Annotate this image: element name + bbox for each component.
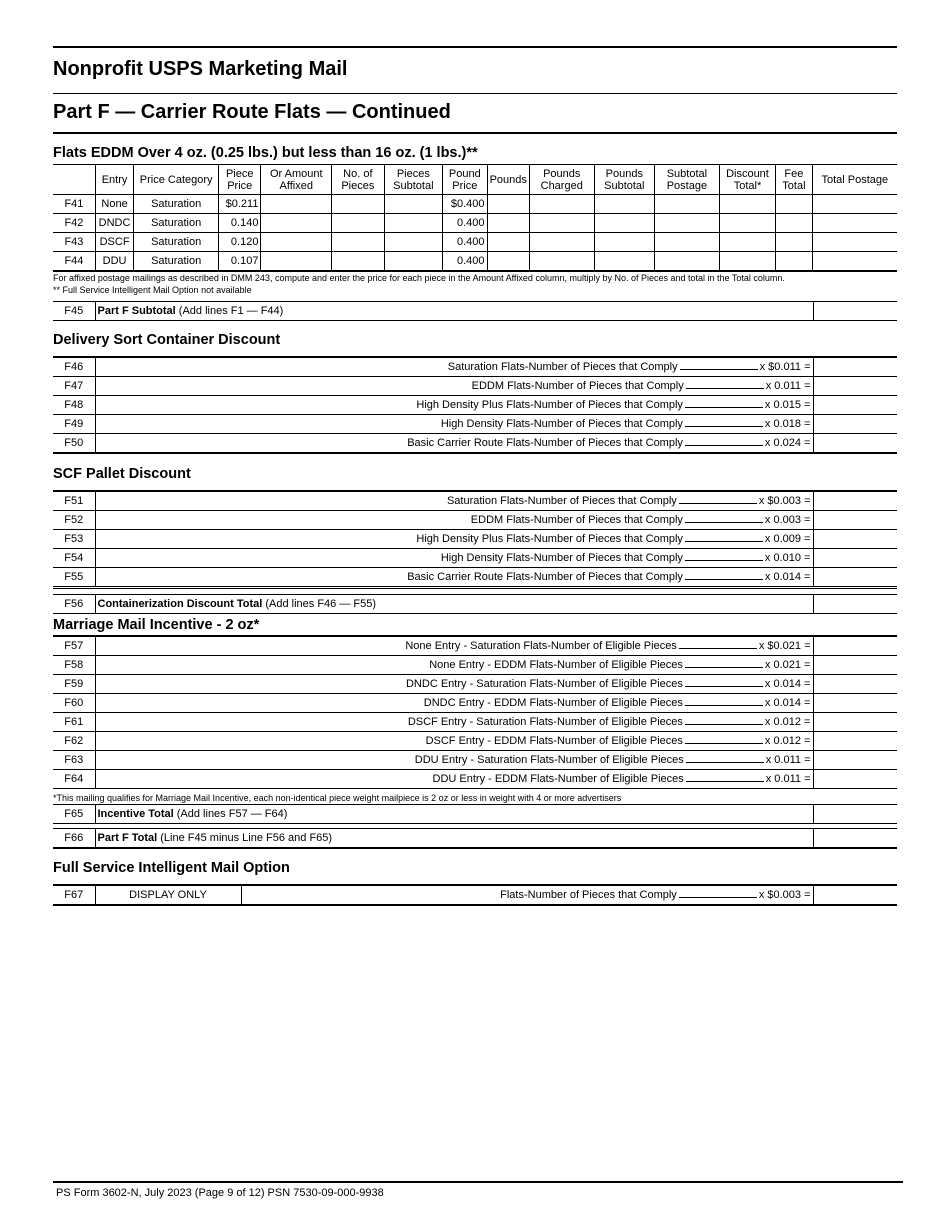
table-row bbox=[53, 732, 897, 751]
label-text: DSCF Entry - EDDM Flats-Number of Eligible Pieces bbox=[425, 735, 683, 747]
piece-price: $0.211 bbox=[219, 195, 261, 214]
line-number: F47 bbox=[53, 377, 95, 396]
col-no-of-pieces: No. of Pieces bbox=[332, 165, 384, 195]
pound-price: 0.400 bbox=[443, 233, 487, 252]
line-number: F45 bbox=[53, 302, 95, 321]
table-row bbox=[53, 511, 897, 530]
line-number: F41 bbox=[53, 195, 95, 214]
line-number: F57 bbox=[53, 636, 95, 656]
discount-total-input[interactable] bbox=[719, 214, 776, 233]
pounds-input[interactable] bbox=[487, 195, 529, 214]
fsimo-section-title: Full Service Intelligent Mail Option bbox=[53, 860, 290, 876]
table-row bbox=[53, 713, 897, 732]
pieces-blank[interactable] bbox=[685, 697, 763, 706]
amount-affixed-input[interactable] bbox=[261, 214, 332, 233]
line-number: F55 bbox=[53, 568, 95, 588]
line-number: F67 bbox=[53, 885, 95, 905]
amount-input[interactable] bbox=[813, 636, 897, 656]
mmi-section-title: Marriage Mail Incentive - 2 oz* bbox=[53, 617, 260, 633]
amount-input[interactable] bbox=[813, 885, 897, 905]
subtotal-label-bold: Part F Subtotal bbox=[97, 305, 176, 317]
discount-label bbox=[95, 357, 813, 377]
label-text: None Entry - EDDM Flats-Number of Eligible Pieces bbox=[429, 659, 683, 671]
line-number: F59 bbox=[53, 675, 95, 694]
pieces-blank[interactable] bbox=[679, 640, 757, 649]
pieces-blank[interactable] bbox=[680, 361, 758, 370]
pounds-subtotal-input[interactable] bbox=[594, 214, 655, 233]
label-text: DNDC Entry - Saturation Flats-Number of Eligible Pieces bbox=[405, 678, 683, 690]
line-number: F49 bbox=[53, 415, 95, 434]
subtotal-row bbox=[53, 805, 897, 824]
label-text: High Density Plus Flats-Number of Pieces that Comply bbox=[416, 399, 683, 411]
col-fee-total: Fee Total bbox=[776, 165, 812, 195]
entry: DSCF bbox=[95, 233, 133, 252]
amount-input[interactable] bbox=[813, 713, 897, 732]
amount-input[interactable] bbox=[813, 675, 897, 694]
discount-label bbox=[95, 511, 813, 530]
subtotal-postage-input[interactable] bbox=[655, 252, 720, 272]
total-postage-input[interactable] bbox=[812, 195, 897, 214]
rate: x $0.011 = bbox=[759, 361, 811, 373]
pieces-blank[interactable] bbox=[685, 399, 763, 408]
col-pieces-subtotal: Pieces Subtotal bbox=[384, 165, 443, 195]
line-number: F53 bbox=[53, 530, 95, 549]
no-of-pieces-input[interactable] bbox=[332, 233, 384, 252]
top-rule bbox=[53, 46, 897, 48]
incentive-label bbox=[95, 675, 813, 694]
line-number: F64 bbox=[53, 770, 95, 789]
amount-affixed-input[interactable] bbox=[261, 195, 332, 214]
rate: x $0.003 = bbox=[758, 889, 811, 901]
rate: x 0.003 = bbox=[764, 514, 811, 526]
discount-label bbox=[95, 377, 813, 396]
subtotal-label-rest: (Add lines F46 — F55) bbox=[262, 598, 377, 610]
table-row bbox=[53, 357, 897, 377]
rate: x 0.014 = bbox=[764, 678, 811, 690]
dsc-table bbox=[53, 356, 897, 454]
amount-input[interactable] bbox=[813, 549, 897, 568]
rate: x 0.011 = bbox=[765, 754, 811, 766]
table-row bbox=[53, 396, 897, 415]
total-label bbox=[95, 829, 813, 849]
incentive-label bbox=[95, 636, 813, 656]
part-rule bbox=[53, 132, 897, 134]
total-row bbox=[53, 829, 897, 849]
subtotal-row bbox=[53, 595, 897, 614]
discount-total-input[interactable] bbox=[719, 252, 776, 272]
label-text: High Density Flats-Number of Pieces that Comply bbox=[440, 552, 683, 564]
rate: x 0.012 = bbox=[764, 735, 811, 747]
table-row bbox=[53, 377, 897, 396]
pounds-subtotal-input[interactable] bbox=[594, 195, 655, 214]
pound-price: $0.400 bbox=[443, 195, 487, 214]
label-text: EDDM Flats-Number of Pieces that Comply bbox=[470, 514, 683, 526]
amount-input[interactable] bbox=[813, 530, 897, 549]
line-number: F50 bbox=[53, 434, 95, 454]
subtotal-label-rest: (Add lines F1 — F44) bbox=[175, 305, 284, 317]
fee-total-input[interactable] bbox=[776, 214, 812, 233]
fsimo-label bbox=[241, 885, 813, 905]
rate: x $0.021 = bbox=[758, 640, 811, 652]
amount-input[interactable] bbox=[813, 511, 897, 530]
line-number: F51 bbox=[53, 491, 95, 511]
discount-label bbox=[95, 434, 813, 454]
label-text: DSCF Entry - Saturation Flats-Number of Eligible Pieces bbox=[407, 716, 683, 728]
piece-price: 0.120 bbox=[219, 233, 261, 252]
discount-label bbox=[95, 415, 813, 434]
piece-price: 0.140 bbox=[219, 214, 261, 233]
pieces-blank[interactable] bbox=[686, 773, 764, 782]
rate: x 0.015 = bbox=[764, 399, 811, 411]
subtotal-label-bold: Containerization Discount Total bbox=[97, 598, 263, 610]
line-number: F66 bbox=[53, 829, 95, 849]
pounds-input[interactable] bbox=[487, 214, 529, 233]
table-row bbox=[53, 491, 897, 511]
line-number: F56 bbox=[53, 595, 95, 614]
table-row bbox=[53, 636, 897, 656]
label-text: None Entry - Saturation Flats-Number of Eligible Pieces bbox=[405, 640, 677, 652]
table-row bbox=[53, 415, 897, 434]
line-number: F43 bbox=[53, 233, 95, 252]
col-discount-total: Discount Total* bbox=[719, 165, 776, 195]
discount-label bbox=[95, 549, 813, 568]
pieces-blank[interactable] bbox=[685, 678, 763, 687]
col-line bbox=[53, 165, 95, 195]
pieces-blank[interactable] bbox=[685, 552, 763, 561]
line-number: F65 bbox=[53, 805, 95, 824]
table-row bbox=[53, 885, 897, 905]
scf-table bbox=[53, 490, 897, 589]
affixed-postage-note: For affixed postage mailings as described in DMM 243, compute and enter the price for each piece in the Amount Affixed column, multiply by No. of Pieces and total in the Total column. bbox=[53, 273, 785, 283]
incentive-label bbox=[95, 751, 813, 770]
incentive-label bbox=[95, 713, 813, 732]
rate: x 0.014 = bbox=[764, 697, 811, 709]
col-pound-price: Pound Price bbox=[443, 165, 487, 195]
eddm-section-title: Flats EDDM Over 4 oz. (0.25 lbs.) but less than 16 oz. (1 lbs.)** bbox=[53, 145, 478, 161]
piece-price: 0.107 bbox=[219, 252, 261, 272]
amount-input[interactable] bbox=[813, 377, 897, 396]
pieces-blank[interactable] bbox=[685, 437, 763, 446]
table-row bbox=[53, 549, 897, 568]
amount-input[interactable] bbox=[813, 770, 897, 789]
subtotal-label bbox=[95, 302, 813, 321]
no-of-pieces-input[interactable] bbox=[332, 195, 384, 214]
col-subtotal-postage: Subtotal Postage bbox=[655, 165, 720, 195]
pounds-subtotal-input[interactable] bbox=[594, 233, 655, 252]
eddm-header-row bbox=[53, 165, 897, 195]
f56-table bbox=[53, 594, 897, 614]
display-only-label: DISPLAY ONLY bbox=[95, 885, 241, 905]
label-text: Saturation Flats-Number of Pieces that Comply bbox=[446, 495, 677, 507]
price-category: Saturation bbox=[134, 214, 219, 233]
label-text: Flats-Number of Pieces that Comply bbox=[500, 889, 677, 901]
fsimo-note: ** Full Service Intelligent Mail Option not available bbox=[53, 285, 252, 295]
amount-input[interactable] bbox=[813, 415, 897, 434]
price-category: Saturation bbox=[134, 252, 219, 272]
fee-total-input[interactable] bbox=[776, 195, 812, 214]
f45-table bbox=[53, 301, 897, 321]
col-pounds-subtotal: Pounds Subtotal bbox=[594, 165, 655, 195]
mmi-table bbox=[53, 635, 897, 789]
label-text: EDDM Flats-Number of Pieces that Comply bbox=[471, 380, 684, 392]
label-text: High Density Plus Flats-Number of Pieces that Comply bbox=[416, 533, 683, 545]
pieces-blank[interactable] bbox=[685, 659, 763, 668]
discount-total-input[interactable] bbox=[719, 233, 776, 252]
line-number: F44 bbox=[53, 252, 95, 272]
amount-input[interactable] bbox=[813, 434, 897, 454]
incentive-label bbox=[95, 694, 813, 713]
pounds-subtotal-input[interactable] bbox=[594, 252, 655, 272]
fee-total-input[interactable] bbox=[776, 252, 812, 272]
subtotal-input[interactable] bbox=[813, 805, 897, 824]
rate: x 0.021 = bbox=[764, 659, 811, 671]
incentive-label bbox=[95, 656, 813, 675]
amount-input[interactable] bbox=[813, 568, 897, 588]
subtotal-label-rest: (Add lines F57 — F64) bbox=[173, 808, 288, 820]
table-row bbox=[53, 694, 897, 713]
table-row bbox=[53, 195, 897, 214]
amount-input[interactable] bbox=[813, 694, 897, 713]
discount-label bbox=[95, 568, 813, 588]
rate: x 0.024 = bbox=[764, 437, 811, 449]
page-title: Nonprofit USPS Marketing Mail bbox=[53, 58, 348, 80]
label-text: DDU Entry - Saturation Flats-Number of Eligible Pieces bbox=[414, 754, 684, 766]
amount-affixed-input[interactable] bbox=[261, 252, 332, 272]
entry: DNDC bbox=[95, 214, 133, 233]
form-footer: PS Form 3602-N, July 2023 (Page 9 of 12) PSN 7530-09-000-9938 bbox=[56, 1187, 384, 1199]
pieces-blank[interactable] bbox=[685, 533, 763, 542]
rate: x 0.011 = bbox=[765, 773, 811, 785]
subtotal-label bbox=[95, 805, 813, 824]
price-category: Saturation bbox=[134, 233, 219, 252]
subtotal-label bbox=[95, 595, 813, 614]
pieces-blank[interactable] bbox=[685, 571, 763, 580]
subtotal-postage-input[interactable] bbox=[655, 195, 720, 214]
pounds-charged-input[interactable] bbox=[529, 233, 594, 252]
pieces-blank[interactable] bbox=[685, 716, 763, 725]
total-input[interactable] bbox=[813, 829, 897, 849]
pieces-subtotal-input[interactable] bbox=[384, 233, 443, 252]
subtotal-row bbox=[53, 302, 897, 321]
subtotal-postage-input[interactable] bbox=[655, 233, 720, 252]
pieces-subtotal-input[interactable] bbox=[384, 195, 443, 214]
pieces-subtotal-input[interactable] bbox=[384, 252, 443, 272]
no-of-pieces-input[interactable] bbox=[332, 214, 384, 233]
line-number: F63 bbox=[53, 751, 95, 770]
line-number: F48 bbox=[53, 396, 95, 415]
col-pounds: Pounds bbox=[487, 165, 529, 195]
discount-total-input[interactable] bbox=[719, 195, 776, 214]
rate: x $0.003 = bbox=[758, 495, 811, 507]
table-row bbox=[53, 530, 897, 549]
pieces-blank[interactable] bbox=[685, 735, 763, 744]
discount-label bbox=[95, 530, 813, 549]
table-row bbox=[53, 434, 897, 454]
amount-input[interactable] bbox=[813, 751, 897, 770]
amount-affixed-input[interactable] bbox=[261, 233, 332, 252]
amount-input[interactable] bbox=[813, 491, 897, 511]
rate: x 0.010 = bbox=[764, 552, 811, 564]
incentive-label bbox=[95, 732, 813, 751]
discount-label bbox=[95, 396, 813, 415]
col-piece-price: Piece Price bbox=[219, 165, 261, 195]
pieces-blank[interactable] bbox=[686, 380, 764, 389]
subtotal-postage-input[interactable] bbox=[655, 214, 720, 233]
rate: x 0.011 = bbox=[765, 380, 811, 392]
table-row bbox=[53, 233, 897, 252]
label-text: DDU Entry - EDDM Flats-Number of Eligible Pieces bbox=[432, 773, 684, 785]
pounds-input[interactable] bbox=[487, 252, 529, 272]
line-number: F52 bbox=[53, 511, 95, 530]
pound-price: 0.400 bbox=[443, 252, 487, 272]
line-number: F42 bbox=[53, 214, 95, 233]
rate: x 0.012 = bbox=[764, 716, 811, 728]
col-total-postage: Total Postage bbox=[812, 165, 897, 195]
line-number: F58 bbox=[53, 656, 95, 675]
pieces-blank[interactable] bbox=[685, 514, 763, 523]
pounds-input[interactable] bbox=[487, 233, 529, 252]
pounds-charged-input[interactable] bbox=[529, 252, 594, 272]
table-row bbox=[53, 568, 897, 588]
amount-input[interactable] bbox=[813, 396, 897, 415]
dsc-section-title: Delivery Sort Container Discount bbox=[53, 332, 281, 348]
table-row bbox=[53, 751, 897, 770]
line-number: F61 bbox=[53, 713, 95, 732]
fsimo-table bbox=[53, 884, 897, 906]
amount-input[interactable] bbox=[813, 656, 897, 675]
pieces-blank[interactable] bbox=[679, 495, 757, 504]
col-amount-affixed: Or Amount Affixed bbox=[261, 165, 332, 195]
price-category: Saturation bbox=[134, 195, 219, 214]
table-row bbox=[53, 252, 897, 272]
entry: None bbox=[95, 195, 133, 214]
col-entry: Entry bbox=[95, 165, 133, 195]
label-text: Basic Carrier Route Flats-Number of Pieces that Comply bbox=[407, 571, 683, 583]
pieces-subtotal-input[interactable] bbox=[384, 214, 443, 233]
total-postage-input[interactable] bbox=[812, 252, 897, 272]
table-row bbox=[53, 675, 897, 694]
pounds-charged-input[interactable] bbox=[529, 195, 594, 214]
total-label-rest: (Line F45 minus Line F56 and F65) bbox=[157, 832, 333, 844]
subtotal-input[interactable] bbox=[813, 302, 897, 321]
part-title: Part F — Carrier Route Flats — Continued bbox=[53, 101, 451, 123]
total-postage-input[interactable] bbox=[812, 233, 897, 252]
no-of-pieces-input[interactable] bbox=[332, 252, 384, 272]
rate: x 0.009 = bbox=[764, 533, 811, 545]
line-number: F46 bbox=[53, 357, 95, 377]
line-number: F60 bbox=[53, 694, 95, 713]
line-number: F62 bbox=[53, 732, 95, 751]
label-text: DNDC Entry - EDDM Flats-Number of Eligible Pieces bbox=[423, 697, 683, 709]
label-text: Saturation Flats-Number of Pieces that Comply bbox=[447, 361, 678, 373]
col-price-category: Price Category bbox=[134, 165, 219, 195]
eddm-table bbox=[53, 164, 897, 272]
pieces-blank[interactable] bbox=[685, 418, 763, 427]
pieces-blank[interactable] bbox=[679, 889, 757, 898]
amount-input[interactable] bbox=[813, 357, 897, 377]
subtotal-input[interactable] bbox=[813, 595, 897, 614]
line-number: F54 bbox=[53, 549, 95, 568]
f66-table bbox=[53, 828, 897, 849]
f65-table bbox=[53, 804, 897, 824]
footer-rule bbox=[53, 1181, 903, 1183]
fee-total-input[interactable] bbox=[776, 233, 812, 252]
incentive-label bbox=[95, 770, 813, 789]
rate: x 0.018 = bbox=[764, 418, 811, 430]
discount-label bbox=[95, 491, 813, 511]
subtotal-label-bold: Incentive Total bbox=[97, 808, 174, 820]
rate: x 0.014 = bbox=[764, 571, 811, 583]
total-postage-input[interactable] bbox=[812, 214, 897, 233]
pieces-blank[interactable] bbox=[686, 754, 764, 763]
amount-input[interactable] bbox=[813, 732, 897, 751]
table-row bbox=[53, 656, 897, 675]
label-text: High Density Flats-Number of Pieces that Comply bbox=[440, 418, 683, 430]
title-rule bbox=[53, 93, 897, 94]
marriage-mail-note: *This mailing qualifies for Marriage Mail Incentive, each non-identical piece weight mailpiece is 2 oz or less in weight with 4 or more advertisers bbox=[53, 793, 622, 803]
table-row bbox=[53, 770, 897, 789]
col-pounds-charged: Pounds Charged bbox=[529, 165, 594, 195]
pound-price: 0.400 bbox=[443, 214, 487, 233]
table-row bbox=[53, 214, 897, 233]
label-text: Basic Carrier Route Flats-Number of Pieces that Comply bbox=[407, 437, 683, 449]
scf-section-title: SCF Pallet Discount bbox=[53, 466, 191, 482]
pounds-charged-input[interactable] bbox=[529, 214, 594, 233]
total-label-bold: Part F Total bbox=[97, 832, 158, 844]
entry: DDU bbox=[95, 252, 133, 272]
